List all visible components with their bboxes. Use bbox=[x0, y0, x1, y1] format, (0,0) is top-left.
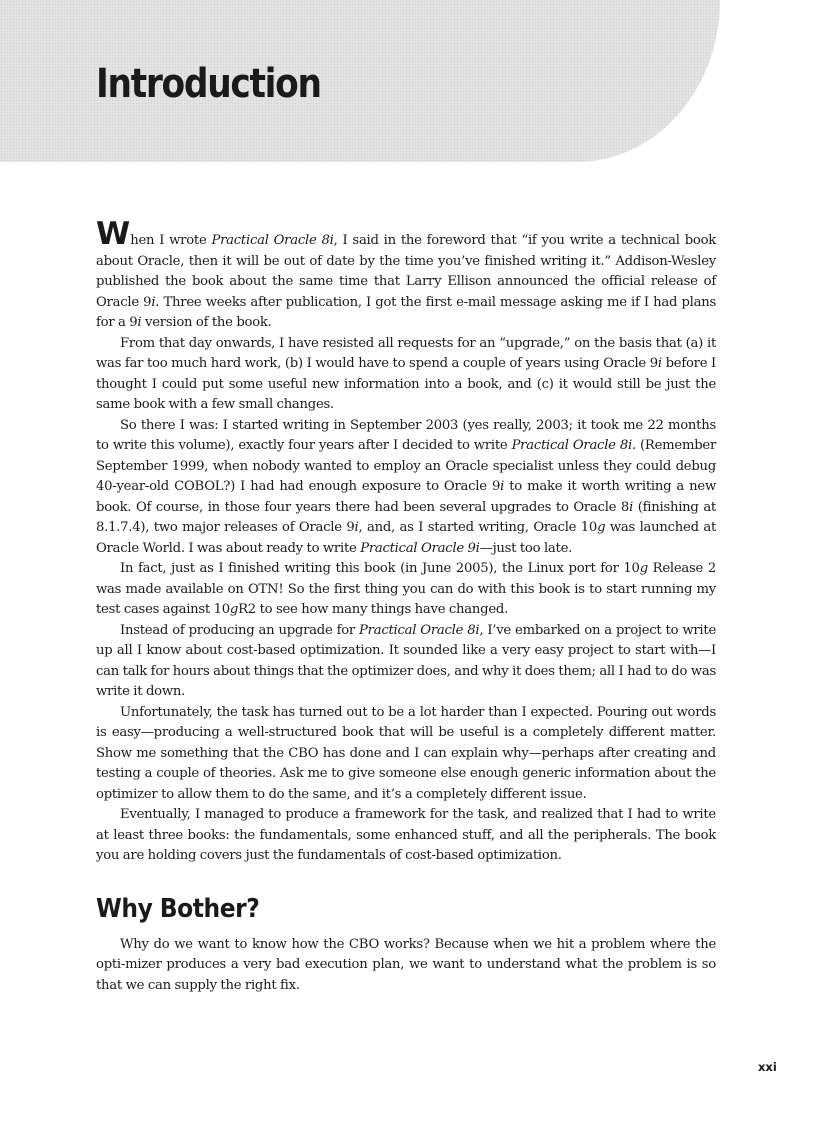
body-text bbox=[96, 216, 717, 996]
body-paragraph: Eventually, I managed to produce a framework for the task, and realized that I had to write at least three books: the fundamentals, some enhanced stuff, and all the peripherals. The book you are holding covers just the fundamentals of cost-based optimization. bbox=[96, 807, 716, 863]
italic-run: Practical Oracle 8i bbox=[211, 233, 334, 248]
intro-paragraphs bbox=[96, 216, 717, 867]
italic-run: i bbox=[629, 499, 634, 515]
italic-run: Practical Oracle 8i. bbox=[511, 438, 636, 453]
section-paragraph: Why do we want to know how the CBO works? Because when we hit a problem where the opti-mizer produces a very bad execution plan, we want to understand what the problem is so that we can supply the right fix. bbox=[96, 936, 716, 993]
drop-cap: W bbox=[96, 216, 131, 252]
body-paragraph: When I wrote Practical Oracle 8i, I said in the foreword that “if you write a technical book about Oracle, then it will be out of date by the time you’ve finished writing it.” Addison-Wesley published the book about the same time that Larry Ellison announced the official release of Oracle 9i. Three weeks after publication, I got the first e-mail message asking me if I had plans for a 9i version of the book. bbox=[96, 216, 717, 330]
section-heading: Why Bother? bbox=[96, 893, 260, 924]
body-paragraph: Unfortunately, the task has turned out to be a lot harder than I expected. Pouring out words is easy—producing a well-structured book that will be useful is a completely different matter. Show me something that the CBO has done and I can explain why—perhaps after creating and testing a couple of theories. Ask me to give someone else enough generic information about the optimizer to allow them to do the same, and it’s a completely different issue. bbox=[96, 704, 716, 802]
chapter-title: Introduction bbox=[96, 61, 321, 107]
italic-run: i bbox=[657, 356, 662, 371]
page-number: xxi bbox=[758, 1060, 777, 1074]
italic-run: Practical Oracle 9i bbox=[360, 540, 480, 556]
italic-run: i bbox=[137, 315, 142, 330]
italic-run: g bbox=[229, 602, 239, 617]
body-paragraph: So there I was: I started writing in September 2003 (yes really, 2003; it took me 22 months to write this volume), exactly four years after I decided to write Practical Oracle 8i. (Remember September 1999, when nobody wanted to employ an Oracle specialist unless they could debug 40-year-old COBOL?) I had had enough exposure to Oracle 9i to make it worth writing a new book. Of course, in those four years there had been several upgrades to Oracle 8i (finishing at 8.1.7.4), two major releases of Oracle 9i, and, as I started writing, Oracle 10g was launched at Oracle World. I was about ready to write Practical Oracle 9i—just too late. bbox=[96, 417, 717, 556]
italic-run: g bbox=[597, 520, 606, 535]
body-paragraph: Instead of producing an upgrade for Practical Oracle 8i, I’ve embarked on a project to write up all I know about cost-based optimization. It sounded like a very easy project to start with—I can talk for hours about things that the optimizer does, and why it does them; all I had to do was write it down. bbox=[96, 622, 717, 699]
italic-run: Practical Oracle 8i bbox=[359, 622, 480, 638]
italic-run: i bbox=[354, 520, 359, 535]
italic-run: g bbox=[639, 561, 648, 576]
italic-run: i bbox=[151, 294, 156, 310]
italic-run: i bbox=[500, 479, 505, 494]
body-paragraph: From that day onwards, I have resisted all requests for an “upgrade,” on the basis that (a) it was far too much hard work, (b) I would have to spend a couple of years using Oracle 9i before I thought I could put some useful new information into a book, and (c) it would still be just the same book with a few small changes. bbox=[96, 335, 717, 412]
body-paragraph: In fact, just as I finished writing this book (in June 2005), the Linux port for 10g Release 2 was made available on OTN! So the first thing you can do with this book is to start running my test cases against 10gR2 to see how many things have changed. bbox=[96, 561, 716, 617]
